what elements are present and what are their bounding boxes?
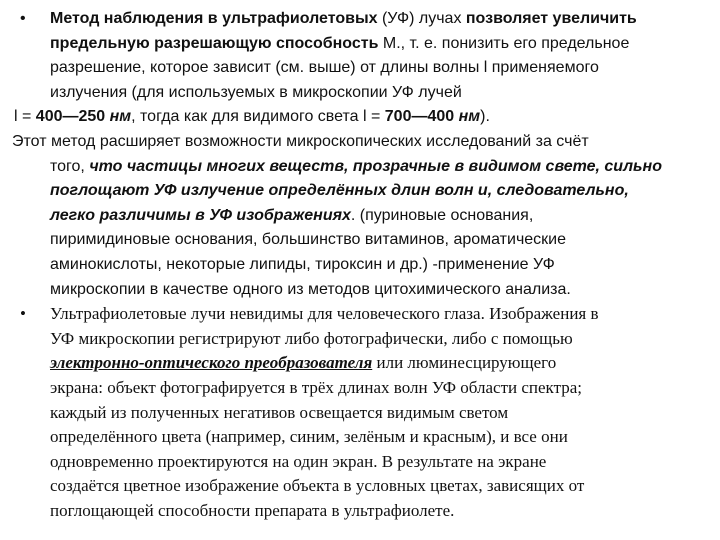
bullet-icon: •	[20, 304, 26, 324]
text: (УФ) лучах	[377, 10, 466, 27]
paragraph-3-line-3	[12, 351, 710, 376]
paragraph-3-line-2	[12, 327, 710, 352]
paragraph-3-line-1	[12, 302, 710, 327]
paragraph-2-line-6	[12, 253, 710, 278]
paragraph-2-line-5	[12, 228, 710, 253]
bullet-icon: •	[20, 10, 26, 27]
paragraph-1-line-5	[12, 105, 710, 130]
text: Этот метод расширяет возможности микроскопических исследований за счёт	[12, 132, 589, 150]
text-bold: 400—250	[35, 108, 110, 126]
text-bold-italic: нм	[458, 108, 481, 126]
text: разрешение, которое зависит (см. выше) от длины волны l применяемого	[50, 59, 599, 77]
text: ).	[480, 108, 490, 126]
paragraph-2-line-2	[12, 155, 710, 180]
text: того,	[50, 157, 90, 175]
text-bold: позволяет увеличить	[465, 10, 637, 27]
paragraph-3-line-7	[12, 450, 710, 475]
text-bold-italic: легко различимы в УФ изображениях	[50, 206, 351, 224]
paragraph-3-line-8	[12, 474, 710, 499]
paragraph-1-line-2	[12, 32, 710, 57]
text: Ультрафиолетовые лучи невидимы для человеческого глаза. Изображения в	[50, 304, 599, 324]
paragraph-2-line-7	[12, 278, 710, 303]
text-bold: Метод наблюдения в ультрафиолетовых	[50, 10, 378, 27]
text: . (пуриновые основания,	[350, 206, 534, 224]
text: пиримидиновые основания, большинство витаминов, ароматические	[50, 231, 567, 249]
text: УФ микроскопии регистрируют либо фотографически, либо с помощью	[50, 328, 573, 348]
text-bold-italic: нм	[109, 108, 132, 126]
paragraph-1-line-1	[12, 7, 710, 32]
paragraph-3-line-5	[12, 401, 710, 426]
text: экрана: объект фотографируется в трёх длинах волн УФ области спектра;	[50, 377, 582, 397]
paragraph-1-line-4	[12, 81, 710, 106]
text: l =	[14, 108, 36, 126]
text: , тогда как для видимого света l =	[131, 108, 385, 126]
text: излучения (для используемых в микроскопии УФ лучей	[50, 83, 462, 101]
paragraph-3-line-9	[12, 499, 710, 524]
text: или люминесцирующего	[372, 353, 557, 373]
paragraph-2-line-3	[12, 179, 710, 204]
paragraph-3-line-6	[12, 425, 710, 450]
text: аминокислоты, некоторые липиды, тироксин и др.) -применение УФ	[50, 255, 555, 273]
text-bold: предельную разрешающую способность	[50, 34, 379, 52]
text: каждый из полученных негативов освещается видимым светом	[50, 402, 509, 422]
link-term[interactable]: электронно-оптического преобразователя	[50, 353, 373, 373]
paragraph-1-line-3	[12, 56, 710, 81]
text: создаётся цветное изображение объекта в условных цветах, зависящих от	[50, 476, 585, 496]
paragraph-2-line-4	[12, 204, 710, 229]
paragraph-3-line-4	[12, 376, 710, 401]
text-bold: 700—400	[384, 108, 459, 126]
text: определённого цвета (например, синим, зелёным и красным), и все они	[50, 427, 568, 447]
text-bold-italic: поглощают УФ излучение определённых длин волн и, следовательно,	[50, 182, 629, 200]
text: поглощающей способности препарата в ультрафиолете.	[50, 500, 455, 520]
text: М., т. е. понизить его предельное	[378, 34, 630, 52]
paragraph-2-line-1	[12, 130, 710, 155]
text: микроскопии в качестве одного из методов цитохимического анализа.	[50, 280, 571, 298]
text: одновременно проектируются на один экран. В результате на экране	[50, 451, 547, 471]
text-bold-italic: что частицы многих веществ, прозрачные в видимом свете, сильно	[89, 157, 662, 175]
